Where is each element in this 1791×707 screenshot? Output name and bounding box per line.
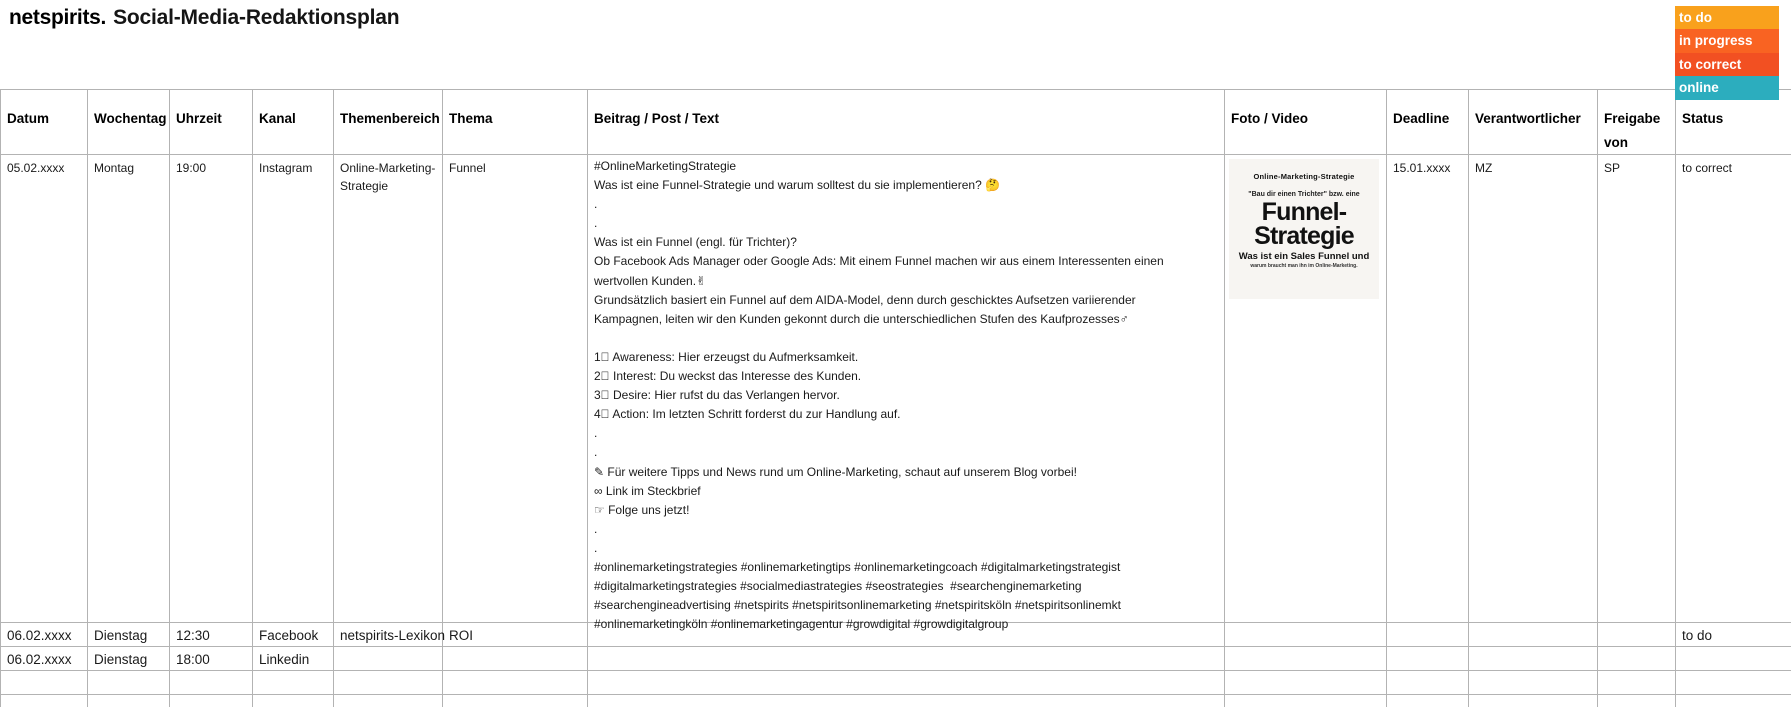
header-cell-freigabe-von[interactable]: Freigabe von: [1598, 90, 1676, 155]
header-cell-uhrzeit[interactable]: Uhrzeit: [170, 90, 253, 155]
cell-foto-video[interactable]: [1225, 671, 1387, 695]
cell-deadline[interactable]: [1387, 695, 1469, 707]
cell-wochentag[interactable]: [88, 671, 170, 695]
cell-kanal[interactable]: Instagram: [253, 155, 334, 623]
cell-themenbereich[interactable]: [334, 671, 443, 695]
post-line: .: [594, 197, 598, 212]
post-line: ☞ Folge uns jetzt!: [594, 502, 690, 517]
cell-deadline[interactable]: [1387, 623, 1469, 647]
post-line: .: [594, 216, 598, 231]
post-line: Ob Facebook Ads Manager oder Google Ads: Mit einem Funnel machen wir aus einem Interessenten einen: [594, 254, 1164, 269]
cell-verantwortlicher[interactable]: [1469, 647, 1598, 671]
cell-uhrzeit[interactable]: 18:00: [170, 647, 253, 671]
header-cell-thema[interactable]: Thema: [443, 90, 588, 155]
post-line: ✎ Für weitere Tipps und News rund um Online-Marketing, schaut auf unserem Blog vorbei!: [594, 464, 1077, 479]
post-line: wertvollen Kunden.✌: [594, 273, 707, 288]
thumbnail-kicker: Online-Marketing-Strategie: [1253, 172, 1355, 181]
thumbnail-headline: Strategie: [1254, 222, 1354, 250]
post-line: .: [594, 445, 598, 460]
cell-uhrzeit[interactable]: [170, 695, 253, 707]
header-cell-verantwortlicher[interactable]: Verantwortlicher: [1469, 90, 1598, 155]
cell-beitrag[interactable]: [588, 647, 1225, 671]
cell-datum[interactable]: 05.02.xxxx: [1, 155, 88, 623]
cell-wochentag[interactable]: Montag: [88, 155, 170, 623]
thumbnail-headline: Funnel-: [1261, 198, 1347, 226]
page-title: [9, 6, 399, 30]
sheet-title: Social-Media-Redaktionsplan: [113, 6, 400, 29]
legend-item-inprogress: in progress: [1675, 29, 1779, 52]
cell-beitrag[interactable]: [588, 671, 1225, 695]
thumbnail-subline: Was ist ein Sales Funnel und: [1238, 251, 1370, 262]
cell-themenbereich[interactable]: [334, 647, 443, 671]
cell-datum[interactable]: 06.02.xxxx: [1, 647, 88, 671]
editorial-plan-table: [0, 89, 1791, 707]
cell-kanal[interactable]: Facebook: [253, 623, 334, 647]
cell-verantwortlicher[interactable]: [1469, 695, 1598, 707]
cell-verantwortlicher[interactable]: [1469, 671, 1598, 695]
legend-item-tocorrect: to correct: [1675, 53, 1779, 76]
post-thumbnail: [1229, 159, 1379, 299]
post-line: 2⃣ Interest: Du weckst das Interesse des Kunden.: [594, 369, 862, 384]
header-cell-status[interactable]: Status: [1676, 90, 1791, 155]
cell-datum[interactable]: [1, 695, 88, 707]
thumbnail-quote: "Bau dir einen Trichter" bzw. eine: [1248, 191, 1360, 198]
cell-verantwortlicher[interactable]: [1469, 623, 1598, 647]
cell-foto-video[interactable]: [1225, 647, 1387, 671]
cell-foto-video[interactable]: [1225, 623, 1387, 647]
post-line: 3⃣ Desire: Hier rufst du das Verlangen hervor.: [594, 388, 840, 403]
cell-datum[interactable]: 06.02.xxxx: [1, 623, 88, 647]
post-line: ∞ Link im Steckbrief: [594, 483, 701, 498]
post-line: Was ist eine Funnel-Strategie und warum solltest du sie implementieren? 🤔: [594, 178, 1001, 193]
cell-foto-video[interactable]: [1225, 155, 1387, 623]
cell-kanal[interactable]: [253, 695, 334, 707]
post-line: #searchengineadvertising #netspirits #netspiritsonlinemarketing #netspiritsköln #netspiritsonlinemkt: [594, 598, 1121, 613]
cell-status[interactable]: [1676, 695, 1791, 707]
header-cell-wochentag[interactable]: Wochentag: [88, 90, 170, 155]
cell-wochentag[interactable]: Dienstag: [88, 623, 170, 647]
cell-themenbereich[interactable]: Online-Marketing-Strategie: [334, 155, 443, 623]
cell-kanal[interactable]: Linkedin: [253, 647, 334, 671]
header-cell-datum[interactable]: Datum: [1, 90, 88, 155]
cell-beitrag[interactable]: [588, 623, 1225, 647]
post-line: Grundsätzlich basiert ein Funnel auf dem AIDA-Model, denn durch geschicktes Aufsetzen variierender: [594, 292, 1136, 307]
status-legend: [1675, 6, 1779, 100]
cell-beitrag[interactable]: [588, 695, 1225, 707]
header-cell-beitrag[interactable]: Beitrag / Post / Text: [588, 90, 1225, 155]
cell-wochentag[interactable]: [88, 695, 170, 707]
cell-themenbereich[interactable]: netspirits-Lexikon: [334, 623, 443, 647]
header-cell-deadline[interactable]: Deadline: [1387, 90, 1469, 155]
post-line: [594, 329, 1222, 348]
post-line: Was ist ein Funnel (engl. für Trichter)?: [594, 235, 797, 250]
cell-uhrzeit[interactable]: 19:00: [170, 155, 253, 623]
cell-deadline[interactable]: 15.01.xxxx: [1387, 155, 1469, 623]
cell-deadline[interactable]: [1387, 671, 1469, 695]
post-text: [594, 157, 1222, 634]
cell-uhrzeit[interactable]: [170, 671, 253, 695]
header-cell-foto-video[interactable]: Foto / Video: [1225, 90, 1387, 155]
cell-status[interactable]: [1676, 671, 1791, 695]
cell-thema[interactable]: [443, 671, 588, 695]
thumbnail-caption: warum braucht man ihn im Online-Marketing.: [1250, 263, 1358, 269]
cell-wochentag[interactable]: Dienstag: [88, 647, 170, 671]
cell-thema[interactable]: [443, 647, 588, 671]
post-line: .: [594, 426, 598, 441]
legend-item-online: online: [1675, 76, 1779, 99]
header-cell-themenbereich[interactable]: Themenbereich: [334, 90, 443, 155]
cell-freigabe-von[interactable]: [1598, 623, 1676, 647]
cell-thema[interactable]: Funnel: [443, 155, 588, 623]
cell-status[interactable]: to do: [1676, 623, 1791, 647]
post-line: .: [594, 521, 598, 536]
cell-datum[interactable]: [1, 671, 88, 695]
cell-uhrzeit[interactable]: 12:30: [170, 623, 253, 647]
cell-status[interactable]: to correct: [1676, 155, 1791, 623]
cell-thema[interactable]: [443, 695, 588, 707]
cell-verantwortlicher[interactable]: MZ: [1469, 155, 1598, 623]
cell-status[interactable]: [1676, 647, 1791, 671]
post-line: #digitalmarketingstrategies #socialmediastrategies #seostrategies #searchenginemarketing: [594, 579, 1082, 594]
cell-freigabe-von[interactable]: [1598, 671, 1676, 695]
header-cell-kanal[interactable]: Kanal: [253, 90, 334, 155]
cell-foto-video[interactable]: [1225, 695, 1387, 707]
cell-beitrag[interactable]: [588, 155, 1225, 632]
post-line: Kampagnen, leiten wir den Kunden gekonnt durch die unterschiedlichen Stufen des Kaufprozesses♂: [594, 311, 1129, 326]
cell-freigabe-von[interactable]: SP: [1598, 155, 1676, 623]
post-line: 1⃣ Awareness: Hier erzeugst du Aufmerksamkeit.: [594, 349, 859, 364]
post-line: .: [594, 540, 598, 555]
cell-kanal[interactable]: [253, 671, 334, 695]
cell-themenbereich[interactable]: [334, 695, 443, 707]
cell-freigabe-von[interactable]: [1598, 695, 1676, 707]
brand-logo: netspirits.: [9, 6, 107, 29]
post-line: #onlinemarketingstrategies #onlinemarketingtips #onlinemarketingcoach #digitalmarketingstrategist: [594, 559, 1121, 574]
post-line: #OnlineMarketingStrategie: [594, 159, 737, 173]
cell-thema[interactable]: ROI: [443, 623, 588, 647]
cell-freigabe-von[interactable]: [1598, 647, 1676, 671]
cell-deadline[interactable]: [1387, 647, 1469, 671]
post-line: #onlinemarketingköln #onlinemarketingagentur #growdigital #growdigitalgroup: [594, 617, 1009, 632]
post-line: 4⃣ Action: Im letzten Schritt forderst du zur Handlung auf.: [594, 407, 901, 422]
legend-item-todo: to do: [1675, 6, 1779, 29]
